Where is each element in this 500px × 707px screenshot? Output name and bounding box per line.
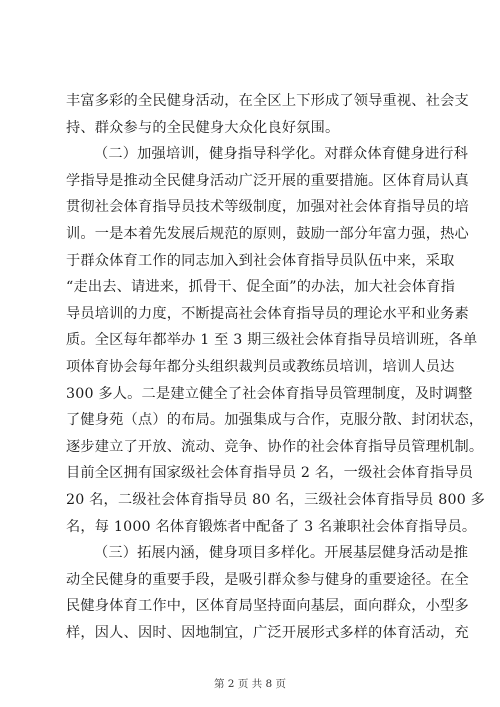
text-line: 持、群众参与的全民健身大众化良好氛围。 — [66, 119, 340, 136]
text-line: 目前全区拥有国家级社会体育指导员 2 名，一级社会体育指导员 — [66, 465, 474, 482]
text-line: 民健身体育工作中，区体育局坚持面向基层，面向群众，小型多 — [66, 598, 469, 615]
text-line: 项体育协会每年都分头组织裁判员或教练员培训，培训人员达 — [66, 358, 455, 375]
text-line: 学指导是推动全民健身活动广泛开展的重要措施。区体育局认真 — [66, 172, 469, 189]
text-line: 动全民健身的重要手段，是吸引群众参与健身的重要途径。在全 — [66, 571, 469, 588]
text-line: 质。全区每年都举办 1 至 3 期三级社会体育指导员培训班，各单 — [66, 332, 478, 349]
text-line: 逐步建立了开放、流动、竞争、协作的社会体育指导员管理机制。 — [66, 438, 484, 455]
text-line: 丰富多彩的全民健身活动，在全区上下形成了领导重视、社会支 — [66, 93, 469, 109]
text-line: 于群众体育工作的同志加入到社会体育指导员队伍中来，采取 — [66, 252, 455, 269]
text-line: 名，每 1000 名体育锻炼者中配备了 3 名兼职社会体育指导员。 — [66, 518, 477, 535]
text-line: “走出去、请进来，抓骨干、促全面”的办法，加大社会体育指 — [66, 279, 455, 296]
page-number-footer: 第 2 页 共 8 页 — [213, 678, 287, 690]
text-line: 训。一是本着先发展后规范的原则，鼓励一部分年富力强，热心 — [66, 225, 469, 242]
text-line: 样，因人、因时、因地制宜，广泛开展形式多样的体育活动，充 — [66, 624, 469, 641]
text-line: 导员培训的力度，不断提高社会体育指导员的理论水平和业务素 — [66, 305, 469, 322]
text-line: 贯彻社会体育指导员技术等级制度，加强对社会体育指导员的培 — [66, 199, 469, 216]
text-line: 了健身苑（点）的布局。加强集成与合作，克服分散、封闭状态， — [66, 412, 484, 429]
section-heading-line: （三）拓展内涵，健身项目多样化。开展基层健身活动是推 — [94, 545, 469, 562]
section-heading-line: （二）加强培训，健身指导科学化。对群众体育健身进行科 — [94, 146, 469, 163]
text-line: 20 名，二级社会体育指导员 80 名，三级社会体育指导员 800 多 — [66, 491, 486, 508]
text-line: 300 多人。二是建立健全了社会体育指导员管理制度，及时调整 — [66, 385, 473, 402]
document-body — [66, 88, 486, 646]
